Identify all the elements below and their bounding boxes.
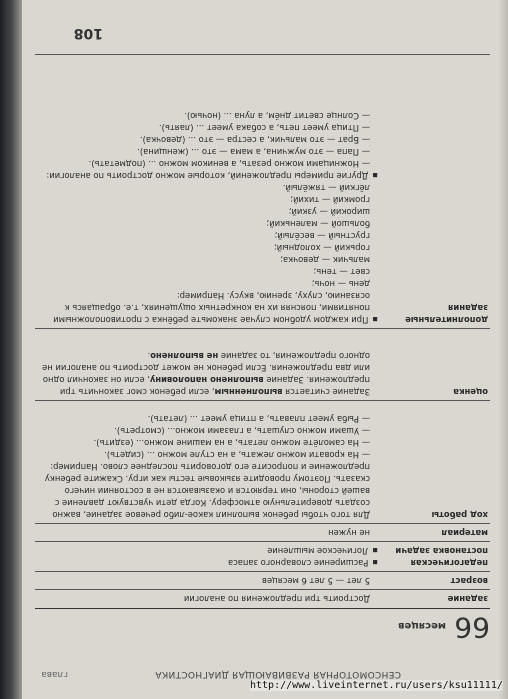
row-value	[35, 110, 370, 326]
text-run: , если ребенок смог закончить три предложения. Задание	[59, 375, 370, 397]
row-label: возраст	[450, 576, 488, 586]
row-value: 5 лет — 5 лет 6 месяцев	[261, 576, 370, 586]
procedure-text: Для того чтобы ребенок выполнил какое-либо речевое задание, важно создать доверительную атмосферу. Когда дети чувствуют давление с вашей стороны, они теряются и оказываются не в состоянии ничего сказать. Поэтому проводите языковые тесты как игру. Скажите ребенку предложение и попросите его договорить последнее слово. Например:	[44, 462, 370, 520]
example-line: — Птица умеет петь, а собака умеет ... (лаять).	[158, 123, 370, 133]
running-corner: глава	[41, 669, 68, 679]
evaluation-text	[35, 350, 370, 398]
additional-second: ▪ Другие примеры предложений, которые можно достроить по аналогии:	[35, 170, 370, 182]
text-run-bold: не выполнено	[150, 351, 219, 361]
row-value: Достроить три предложения по аналогии	[183, 594, 370, 604]
opposite-pair: свет — тень;	[313, 267, 370, 277]
opposite-pair: день — ночь;	[311, 279, 370, 289]
divider	[35, 400, 490, 401]
opposite-pair: горький — холодный;	[273, 243, 370, 253]
opposite-pair: громкий — тихий;	[290, 195, 370, 205]
example-line: — Ушами можно слушать, а глазами можно... (смотреть).	[114, 426, 370, 436]
row-label: дополнительные задания	[405, 303, 488, 325]
opposite-pair: грустный — весёлый;	[274, 231, 370, 241]
text-run-bold: выполнено наполовину	[149, 375, 264, 385]
running-title: СЕНСОМОТОРНАЯ РАЗВИВАЮЩАЯ ДИАГНОСТИКА	[155, 669, 401, 679]
example-line: — Рыба умеет плавать, а птица умеет ... (летать).	[147, 414, 370, 424]
row-value: не нужен	[328, 528, 370, 538]
example-line: — Солнце светит днём, а луна ... (ночью).	[184, 111, 370, 121]
list-item: ▪ Расширение словарного запаса	[35, 557, 370, 569]
divider	[35, 589, 490, 590]
opposite-pair: лёгкий — тяжёлый.	[282, 183, 370, 193]
row-label: задание	[447, 594, 488, 604]
example-line: — Папа — это мужчина, а мама — это ... (женщина).	[137, 147, 370, 157]
page-number: 108	[73, 25, 103, 41]
text-run: , если он закончил одно или два предложения. Если ребенок не может достроить по аналогии не одного предложения, то задание	[42, 351, 370, 385]
section-number: 66	[454, 611, 490, 644]
opposite-pair: широкий — узкий;	[288, 207, 370, 217]
watermark-url: http://www.liveinternet.ru/users/ksu11111/	[250, 680, 503, 691]
row-label: оценка	[453, 387, 488, 397]
row-label: педагогическая постановка задачи	[395, 546, 488, 568]
row-value	[35, 350, 370, 398]
example-line: — Ножницами можно резать, а веником можно ... (подметать).	[88, 159, 370, 169]
opposite-pair: мальчик — девочка;	[280, 255, 370, 265]
divider	[35, 571, 490, 572]
divider	[35, 541, 490, 542]
row-label: ход работы	[431, 510, 488, 520]
text-run: .	[147, 351, 151, 361]
additional-intro: ▪ При каждом удобном случае знакомьте ребёнка с противоположными понятиями, поясняя их на конкретных ощущениях, т.е. обращаясь к осязанию, слуху, зрению, вкусу. Например:	[35, 290, 370, 326]
row-value	[35, 413, 370, 521]
divider	[35, 54, 490, 55]
row-label: материал	[441, 528, 488, 538]
list-item: ▪ Логическое мышление	[35, 545, 370, 557]
divider	[35, 608, 490, 609]
row-value	[35, 545, 370, 569]
example-line: — На кровати можно лежать, а на стуле можно ... (сидеть).	[104, 450, 370, 460]
divider	[35, 523, 490, 524]
section-word: месяцев	[398, 620, 446, 631]
divider	[35, 328, 490, 329]
example-line: — На самолёте можно летать, а на машине можно... (ездить).	[93, 438, 370, 448]
text-run: Задание считается	[282, 387, 370, 397]
opposite-pair: большой — маленький;	[266, 219, 370, 229]
example-line: — Брат — это мальчик, а сестра — это ... (девочка).	[139, 135, 370, 145]
text-run-bold: выполненным	[214, 387, 283, 397]
